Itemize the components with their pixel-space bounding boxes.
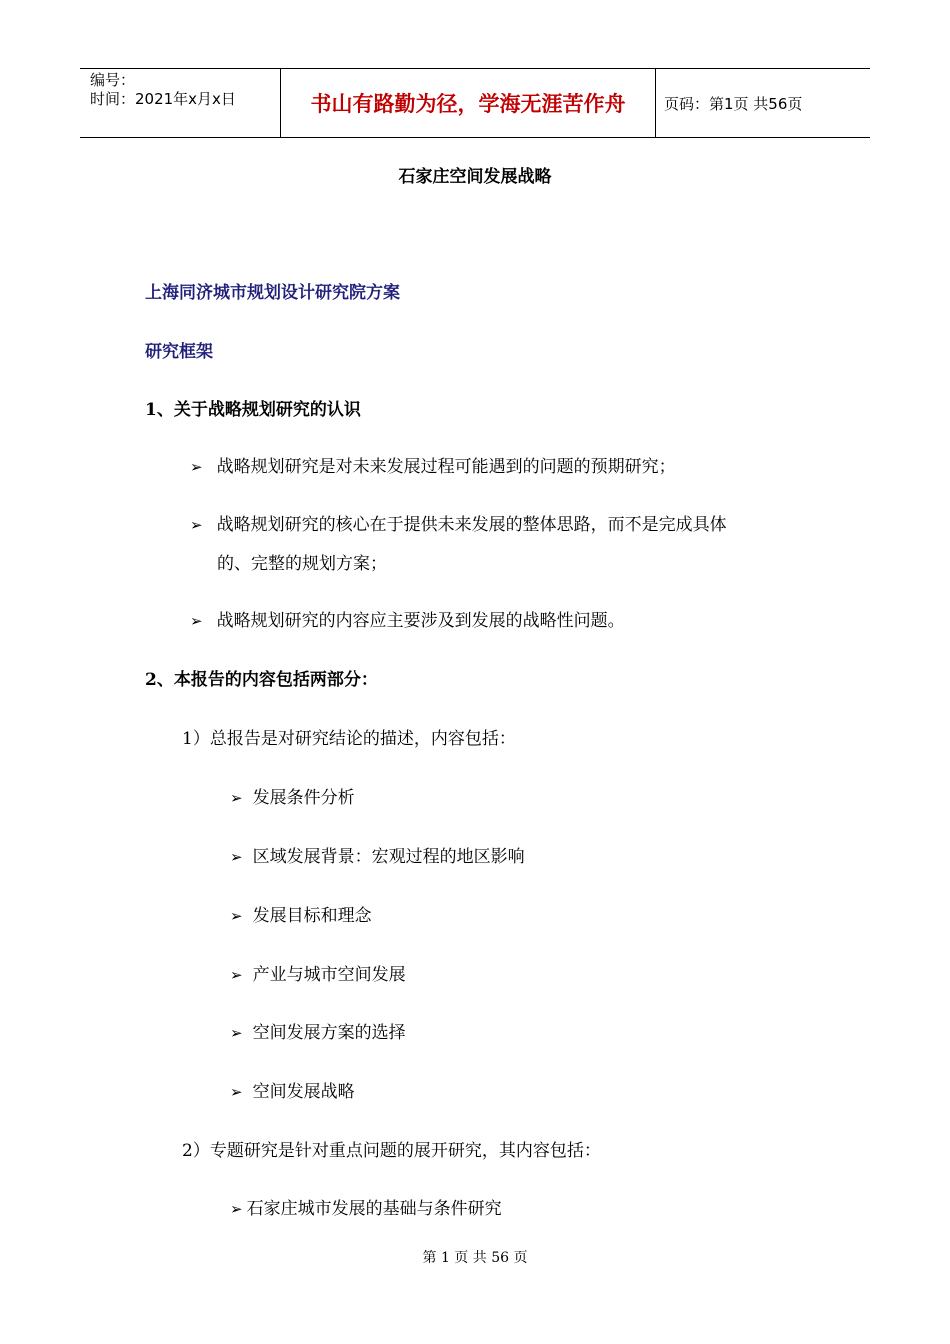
list-item-continuation: 的、完整的规划方案； bbox=[217, 554, 387, 574]
arrow-bullet-icon: ➢ bbox=[190, 516, 203, 534]
arrow-bullet-icon: ➢ bbox=[230, 907, 243, 925]
arrow-bullet-icon: ➢ bbox=[230, 966, 243, 984]
header-meta bbox=[80, 69, 280, 137]
page-header bbox=[80, 68, 870, 138]
framework-heading: 研究框架 bbox=[145, 342, 213, 362]
arrow-bullet-icon: ➢ bbox=[230, 1200, 243, 1218]
section-1-heading: 1、关于战略规划研究的认识 bbox=[145, 400, 361, 420]
arrow-bullet-icon: ➢ bbox=[190, 612, 203, 630]
part-2-heading: 2）专题研究是针对重点问题的展开研究，其内容包括： bbox=[182, 1141, 601, 1161]
arrow-bullet-icon: ➢ bbox=[230, 1083, 243, 1101]
arrow-bullet-icon: ➢ bbox=[230, 848, 243, 866]
time-label: 时间：2021年x月x日 bbox=[90, 90, 236, 108]
part-1-heading: 1）总报告是对研究结论的描述，内容包括： bbox=[182, 729, 516, 749]
doc-title: 石家庄空间发展战略 bbox=[398, 167, 552, 187]
list-item: ➢ 空间发展战略 bbox=[230, 1082, 355, 1102]
arrow-bullet-icon: ➢ bbox=[230, 1024, 243, 1042]
list-item: ➢ 战略规划研究是对未来发展过程可能遇到的问题的预期研究； bbox=[190, 457, 676, 477]
list-item: ➢ 空间发展方案的选择 bbox=[230, 1023, 406, 1043]
page-footer: 第 1 页 共 56 页 bbox=[422, 1250, 528, 1266]
arrow-bullet-icon: ➢ bbox=[190, 458, 203, 476]
list-item: ➢ 发展目标和理念 bbox=[230, 906, 372, 926]
list-item: ➢ 石家庄城市发展的基础与条件研究 bbox=[230, 1199, 502, 1219]
list-item: ➢ 战略规划研究的核心在于提供未来发展的整体思路，而不是完成具体 bbox=[190, 515, 727, 535]
header-page-info: 页码：第1页 共56页 bbox=[664, 94, 803, 113]
list-item: ➢ 战略规划研究的内容应主要涉及到发展的战略性问题。 bbox=[190, 611, 625, 631]
list-item: ➢ 产业与城市空间发展 bbox=[230, 965, 406, 985]
number-label: 编号： bbox=[90, 71, 136, 89]
arrow-bullet-icon: ➢ bbox=[230, 789, 243, 807]
doc-subtitle: 上海同济城市规划设计研究院方案 bbox=[145, 283, 400, 303]
list-item: ➢ 发展条件分析 bbox=[230, 788, 355, 808]
section-2-heading: 2、本报告的内容包括两部分： bbox=[145, 670, 378, 690]
list-item: ➢ 区域发展背景：宏观过程的地区影响 bbox=[230, 847, 525, 867]
header-motto: 书山有路勤为径，学海无涯苦作舟 bbox=[280, 69, 656, 137]
